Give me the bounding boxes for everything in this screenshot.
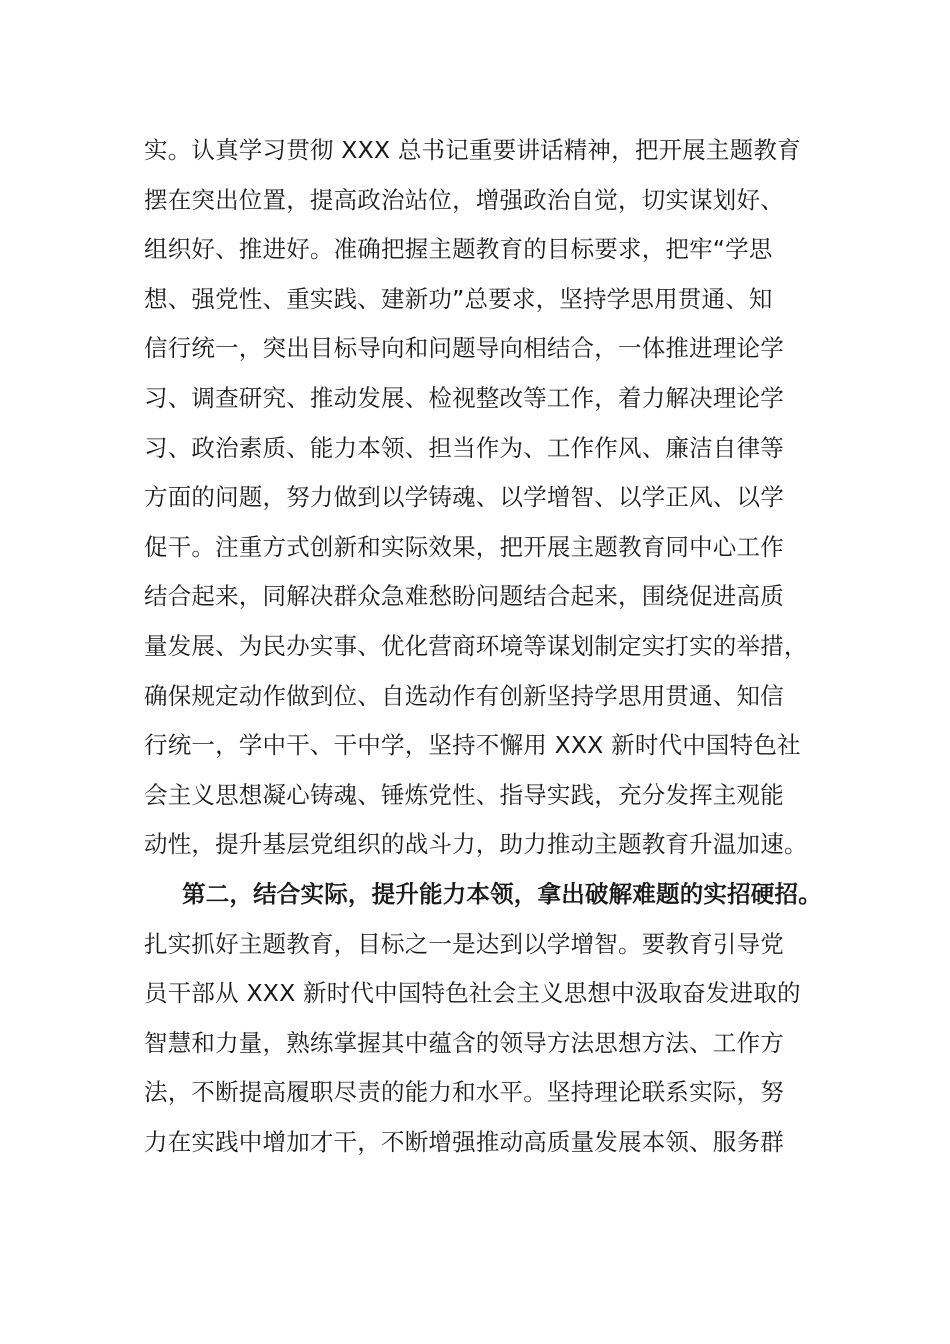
text-line: 摆在突出位置，提高政治站位，增强政治自觉，切实谋划好、 [144,185,784,214]
text-line: 智慧和力量，熟练掌握其中蕴含的领导方法思想方法、工作方 [144,1028,784,1057]
text-line: 会主义思想凝心铸魂、锤炼党性、指导实践，充分发挥主观能 [144,780,784,809]
text-line: 习、调查研究、推动发展、检视整改等工作，着力解决理论学 [144,383,784,412]
text-line: 信行统一，突出目标导向和问题导向相结合，一体推进理论学 [144,334,784,363]
section-heading: 第二，结合实际，提升能力本领，拿出破解难题的实招硬招。 [182,879,822,908]
text-line: 方面的问题，努力做到以学铸魂、以学增智、以学正风、以学 [144,483,784,512]
text-line: 想、强党性、重实践、建新功”总要求，坚持学思用贯通、知 [144,284,773,313]
text-line: 实。认真学习贯彻 XXX 总书记重要讲话精神，把开展主题教育 [144,136,801,164]
document-body [144,126,824,1167]
text-line: 组织好、推进好。准确把握主题教育的目标要求，把牢“学思 [144,235,773,264]
text-line: 员干部从 XXX 新时代中国特色社会主义思想中汲取奋发进取的 [144,979,801,1008]
text-line: 动性，提升基层党组织的战斗力，助力推动主题教育升温加速。 [144,830,808,859]
text-line: 量发展、为民办实事、优化营商环境等谋划制定实打实的举措， [144,631,808,660]
text-line: 促干。注重方式创新和实际效果，把开展主题教育同中心工作 [144,532,784,561]
text-line: 行统一，学中干、干中学，坚持不懈用 XXX 新时代中国特色社 [144,731,801,760]
text-line: 习、政治素质、能力本领、担当作为、工作作风、廉洁自律等 [144,433,784,462]
text-line: 扎实抓好主题教育，目标之一是达到以学增智。要教育引导党 [144,929,784,958]
text-line: 法，不断提高履职尽责的能力和水平。坚持理论联系实际，努 [144,1078,784,1107]
text-line: 力在实践中增加才干，不断增强推动高质量发展本领、服务群 [144,1127,784,1156]
text-line: 结合起来，同解决群众急难愁盼问题结合起来，围绕促进高质 [144,582,784,611]
text-line: 确保规定动作做到位、自选动作有创新坚持学思用贯通、知信 [144,681,784,710]
